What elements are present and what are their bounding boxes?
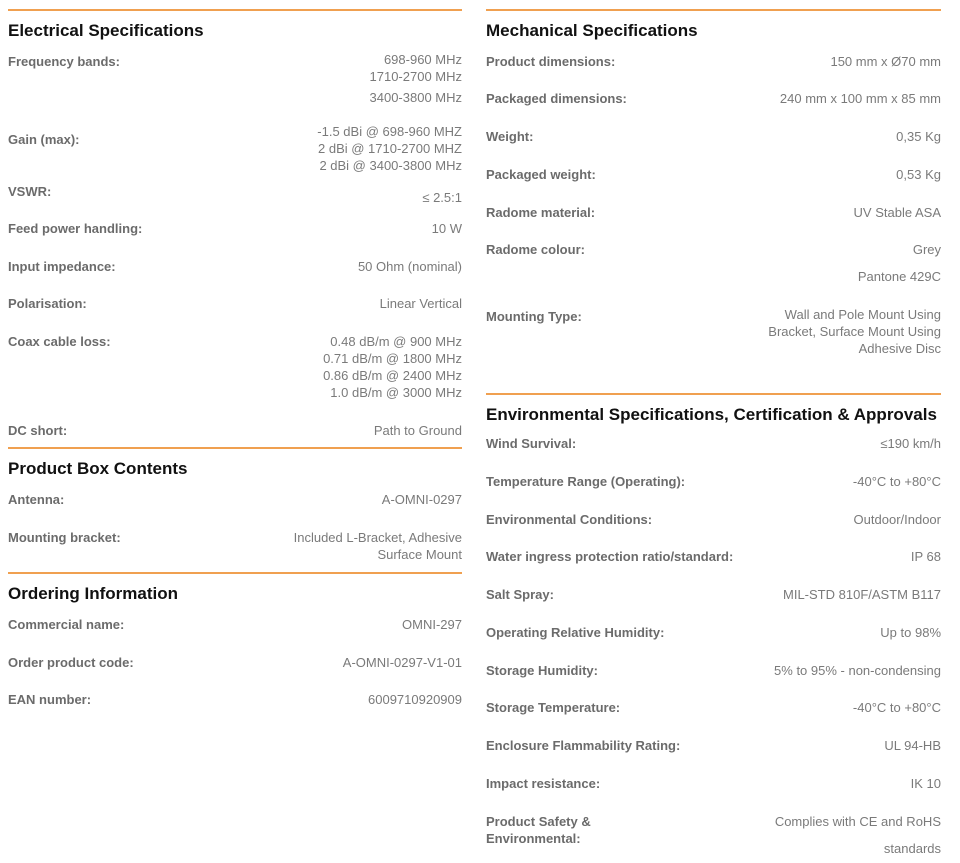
spec-value: MIL-STD 810F/ASTM B117 <box>783 587 941 602</box>
spec-value: 0,53 Kg <box>896 167 941 182</box>
spec-value: 10 W <box>431 221 462 236</box>
spec-value: A-OMNI-0297 <box>381 492 462 507</box>
spec-value: 0,35 Kg <box>896 129 941 144</box>
spec-label: Temperature Range (Operating): <box>486 474 686 489</box>
spec-label: Packaged dimensions: <box>486 91 627 106</box>
spec-label: Operating Relative Humidity: <box>486 625 665 640</box>
spec-label: Coax cable loss: <box>8 334 111 349</box>
spec-label: DC short: <box>8 423 68 438</box>
spec-value: IP 68 <box>910 549 941 564</box>
spec-value: OMNI-297 <box>402 617 462 632</box>
spec-value: Wall and Pole Mount Using Bracket, Surface Mount Using Adhesive Disc <box>768 307 941 356</box>
spec-value: UV Stable ASA <box>853 205 941 220</box>
spec-label: EAN number: <box>8 692 92 707</box>
spec-value: Up to 98% <box>880 625 941 640</box>
spec-label: Environmental Conditions: <box>486 512 653 527</box>
section-title: Product Box Contents <box>8 459 188 478</box>
electrical-section <box>8 9 462 451</box>
spec-value: -40°C to +80°C <box>852 474 941 489</box>
spec-label: Storage Temperature: <box>486 700 621 715</box>
spec-value: 6009710920909 <box>368 692 462 707</box>
spec-value: Included L-Bracket, Adhesive Surface Mount <box>293 530 462 562</box>
spec-label: Commercial name: <box>8 617 125 632</box>
spec-label: Impact resistance: <box>486 776 601 791</box>
spec-value: Complies with CE and RoHS standards <box>774 814 941 856</box>
box-contents-section <box>8 447 462 574</box>
spec-label: Product dimensions: <box>486 54 616 69</box>
spec-label: Frequency bands: <box>8 54 120 69</box>
spec-label: Mounting Type: <box>486 309 582 324</box>
spec-label: Antenna: <box>8 492 65 507</box>
ordering-section <box>8 572 462 724</box>
environmental-section <box>486 393 941 863</box>
spec-value: -1.5 dBi @ 698-960 MHZ 2 dBi @ 1710-2700 MHZ 2 dBi @ 3400-3800 MHz <box>317 124 462 173</box>
spec-value: 240 mm x 100 mm x 85 mm <box>779 91 941 106</box>
mechanical-section <box>486 9 941 396</box>
spec-label: Water ingress protection ratio/standard: <box>486 549 734 564</box>
spec-label: Packaged weight: <box>486 167 596 182</box>
spec-label: Mounting bracket: <box>8 530 121 545</box>
spec-label: Weight: <box>486 129 534 144</box>
spec-value: 698-960 MHz 1710-2700 MHz 3400-3800 MHz <box>369 52 462 105</box>
spec-value: 150 mm x Ø70 mm <box>830 54 941 69</box>
spec-label: Product Safety & Environmental: <box>486 814 591 846</box>
spec-value: 0.48 dB/m @ 900 MHz 0.71 dB/m @ 1800 MHz 0.86 dB/m @ 2400 MHz 1.0 dB/m @ 3000 MHz <box>323 334 462 400</box>
spec-label: Polarisation: <box>8 296 87 311</box>
spec-label: Order product code: <box>8 655 134 670</box>
spec-value: 5% to 95% - non-condensing <box>774 663 941 678</box>
spec-value: Grey Pantone 429C <box>857 242 941 284</box>
spec-label: Enclosure Flammability Rating: <box>486 738 681 753</box>
spec-value: A-OMNI-0297-V1-01 <box>342 655 462 670</box>
spec-value: 50 Ohm (nominal) <box>357 259 462 274</box>
spec-label: Wind Survival: <box>486 436 577 451</box>
spec-label: Gain (max): <box>8 132 80 147</box>
spec-label: Input impedance: <box>8 259 116 274</box>
spec-value: ≤ 2.5:1 <box>422 190 462 205</box>
spec-label: VSWR: <box>8 184 52 199</box>
spec-value: Linear Vertical <box>379 296 462 311</box>
spec-value: IK 10 <box>910 776 941 791</box>
spec-label: Radome material: <box>486 205 596 220</box>
spec-label: Radome colour: <box>486 242 585 257</box>
section-title: Electrical Specifications <box>8 21 204 40</box>
spec-value: -40°C to +80°C <box>852 700 941 715</box>
spec-value: Outdoor/Indoor <box>853 512 941 527</box>
spec-value: ≤190 km/h <box>880 436 941 451</box>
section-title: Ordering Information <box>8 584 178 603</box>
spec-value: UL 94-HB <box>884 738 941 753</box>
section-title: Environmental Specifications, Certification & Approvals <box>486 405 937 424</box>
spec-label: Feed power handling: <box>8 221 143 236</box>
section-title: Mechanical Specifications <box>486 21 698 40</box>
spec-label: Salt Spray: <box>486 587 554 602</box>
spec-label: Storage Humidity: <box>486 663 598 678</box>
spec-value: Path to Ground <box>373 423 462 438</box>
